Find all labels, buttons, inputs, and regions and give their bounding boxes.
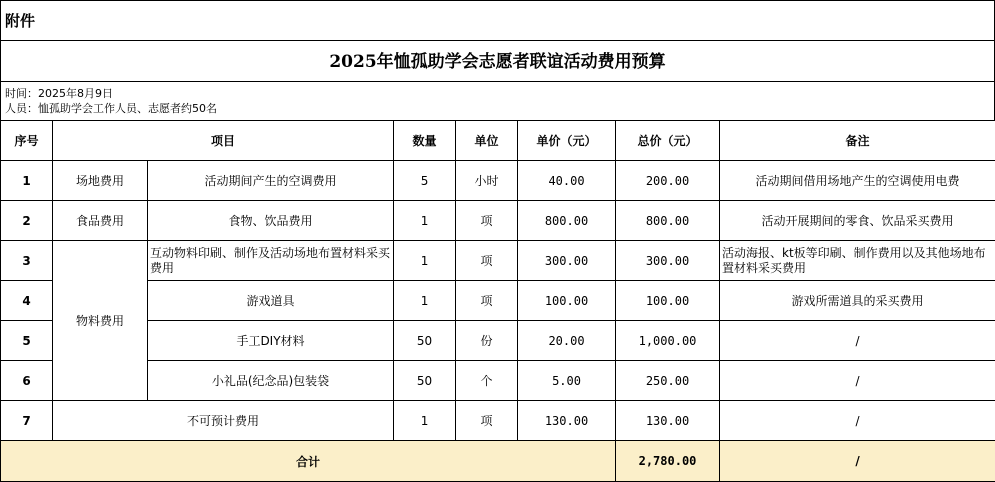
- row-total: 100.00: [616, 281, 720, 321]
- page-title: 2025年恤孤助学会志愿者联谊活动费用预算: [0, 40, 995, 82]
- table-row: [1, 281, 995, 321]
- table-row: [1, 201, 995, 241]
- header-unit-price: 单价（元）: [518, 121, 616, 161]
- row-total: 1,000.00: [616, 321, 720, 361]
- row-no: 2: [1, 201, 53, 241]
- row-remark: 活动海报、kt板等印刷、制作费用以及其他场地布置材料采买费用: [720, 241, 995, 281]
- row-remark: 游戏所需道具的采买费用: [720, 281, 995, 321]
- table-row: [1, 361, 995, 401]
- table-row: [1, 161, 995, 201]
- row-unit: 项: [456, 201, 518, 241]
- total-value: 2,780.00: [616, 441, 720, 482]
- row-unit: 份: [456, 321, 518, 361]
- row-remark: /: [720, 361, 995, 401]
- table-row: [1, 321, 995, 361]
- row-unit-price: 100.00: [518, 281, 616, 321]
- row-unit-price: 800.00: [518, 201, 616, 241]
- row-item: 食物、饮品费用: [148, 201, 394, 241]
- row-remark: 活动开展期间的零食、饮品采买费用: [720, 201, 995, 241]
- total-row: [1, 441, 995, 482]
- table-row: [1, 401, 995, 441]
- row-no: 5: [1, 321, 53, 361]
- row-unit: 个: [456, 361, 518, 401]
- row-unit-price: 40.00: [518, 161, 616, 201]
- row-item: 手工DIY材料: [148, 321, 394, 361]
- header-item: 项目: [53, 121, 394, 161]
- row-remark: /: [720, 321, 995, 361]
- row-category: 食品费用: [53, 201, 148, 241]
- row-item: 不可预计费用: [53, 401, 394, 441]
- row-item: 小礼品(纪念品)包装袋: [148, 361, 394, 401]
- row-qty: 1: [394, 281, 456, 321]
- row-unit: 项: [456, 281, 518, 321]
- row-unit: 项: [456, 401, 518, 441]
- row-qty: 1: [394, 201, 456, 241]
- row-unit-price: 20.00: [518, 321, 616, 361]
- row-no: 7: [1, 401, 53, 441]
- table-row: [1, 241, 995, 281]
- row-qty: 5: [394, 161, 456, 201]
- row-total: 300.00: [616, 241, 720, 281]
- total-remark: /: [720, 441, 995, 482]
- row-no: 3: [1, 241, 53, 281]
- header-total-price: 总价（元）: [616, 121, 720, 161]
- row-qty: 1: [394, 401, 456, 441]
- row-unit-price: 5.00: [518, 361, 616, 401]
- total-label: 合计: [1, 441, 616, 482]
- row-no: 4: [1, 281, 53, 321]
- header-no: 序号: [1, 121, 53, 161]
- row-qty: 50: [394, 321, 456, 361]
- header-unit: 单位: [456, 121, 518, 161]
- row-no: 1: [1, 161, 53, 201]
- row-item: 互动物料印刷、制作及活动场地布置材料采买费用: [148, 241, 394, 281]
- row-unit: 项: [456, 241, 518, 281]
- attachment-label: 附件: [0, 0, 995, 40]
- row-total: 800.00: [616, 201, 720, 241]
- row-remark: /: [720, 401, 995, 441]
- row-unit-price: 130.00: [518, 401, 616, 441]
- budget-table: [0, 120, 995, 482]
- info-people: 人员：恤孤助学会工作人员、志愿者约50名: [5, 101, 994, 116]
- row-remark: 活动期间借用场地产生的空调使用电费: [720, 161, 995, 201]
- row-total: 200.00: [616, 161, 720, 201]
- table-header-row: [1, 121, 995, 161]
- row-total: 250.00: [616, 361, 720, 401]
- row-no: 6: [1, 361, 53, 401]
- row-unit-price: 300.00: [518, 241, 616, 281]
- header-remark: 备注: [720, 121, 995, 161]
- header-qty: 数量: [394, 121, 456, 161]
- row-category: 场地费用: [53, 161, 148, 201]
- row-total: 130.00: [616, 401, 720, 441]
- row-qty: 50: [394, 361, 456, 401]
- info-block: [0, 82, 995, 120]
- row-item: 活动期间产生的空调费用: [148, 161, 394, 201]
- row-unit: 小时: [456, 161, 518, 201]
- info-time: 时间：2025年8月9日: [5, 86, 994, 101]
- row-item: 游戏道具: [148, 281, 394, 321]
- row-category: 物料费用: [53, 241, 148, 401]
- row-qty: 1: [394, 241, 456, 281]
